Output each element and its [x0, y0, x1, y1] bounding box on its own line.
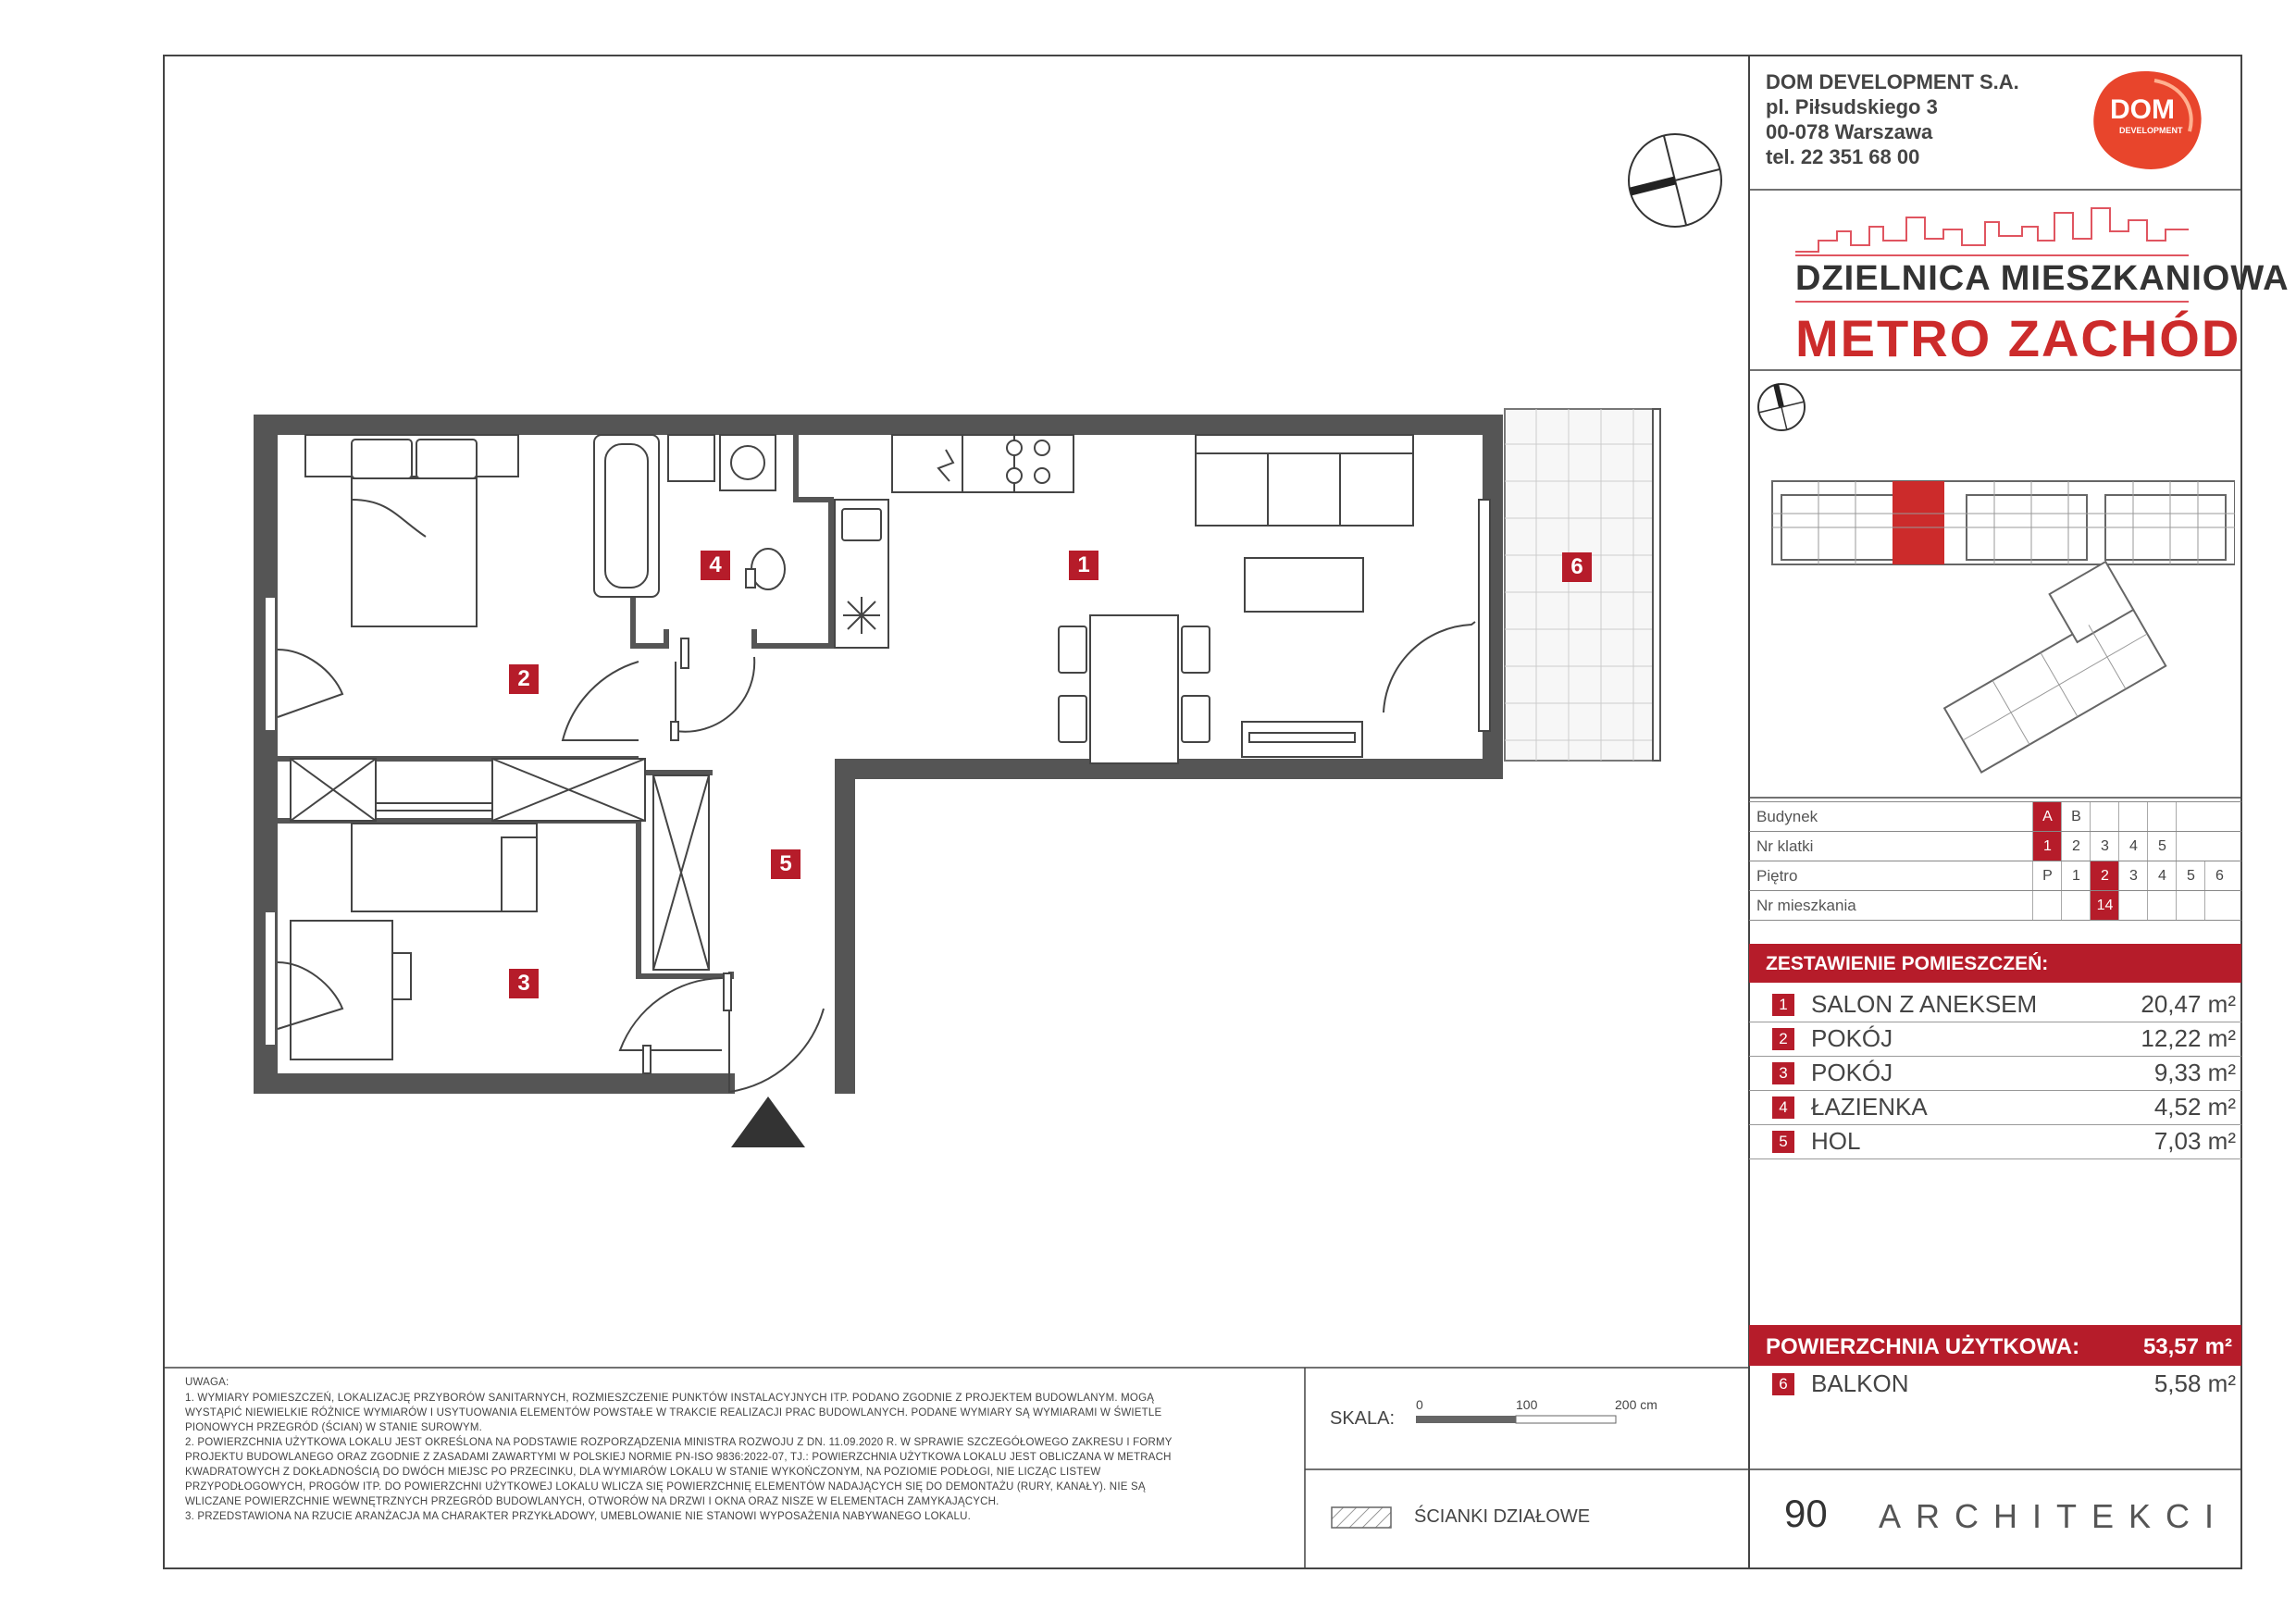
- note-line: 3. PRZEDSTAWIONA NA RZUCIE ARANŻACJA MA CHARAKTER PRZYKŁADOWY, UMEBLOWANIE NIE STANOWI WYPOSAŻENIA NABYWANEGO LOKALU.: [185, 1511, 971, 1522]
- note-line: WYSTĄPIĆ NIEWIELKIE RÓŻNICE WYMIARÓW I USYTUOWANIA ELEMENTÓW POWSTAŁE W TRAKCIE REALIZACJI PRAC BUDOWLANYCH. PODANE WYMIARY SĄ WYMIARAMI W ŚWIETLE: [185, 1407, 1162, 1419]
- room-num: 2: [1772, 1028, 1794, 1050]
- table-cell: 1: [2032, 832, 2062, 861]
- note-line: 2. POWIERZCHNIA UŻYTKOWA LOKALU JEST OKREŚLONA NA PODSTAWIE ROZPORZĄDZENIA MINISTRA ROZWOJU Z DN. 11.09.2020 R. W SPRAWIE SZCZEGÓŁOWEGO ZAKRESU I FORMY: [185, 1437, 1173, 1448]
- room-row-2: [1749, 1022, 2241, 1057]
- table-cell: [2090, 802, 2119, 831]
- row-label: Budynek: [1756, 808, 1818, 825]
- table-cell: [2147, 891, 2177, 920]
- room-area: 9,33 m²: [2153, 1059, 2236, 1086]
- plan-label-6: 6: [1562, 552, 1592, 582]
- table-row-pietro: [1749, 861, 2241, 890]
- plan-label-3: 3: [509, 969, 539, 998]
- table-cell: [2061, 891, 2091, 920]
- scale-bar: [1416, 1414, 1629, 1427]
- notes-title: UWAGA:: [185, 1377, 230, 1388]
- room-name: POKÓJ: [1811, 1059, 1893, 1086]
- balcony: [1505, 409, 1660, 761]
- plan-label-4: 4: [701, 551, 730, 580]
- room-area: 4,52 m²: [2153, 1093, 2236, 1121]
- scale-tick-0: 0: [1416, 1397, 1423, 1412]
- legend-partition-walls: ŚCIANKI DZIAŁOWE: [1414, 1506, 1591, 1527]
- dom-development-logo: [2090, 67, 2205, 173]
- table-row-budynek: [1749, 801, 2241, 831]
- room-area: 5,58 m²: [2153, 1369, 2236, 1397]
- row-label: Nr klatki: [1756, 837, 1814, 855]
- company-phone: tel. 22 351 68 00: [1766, 145, 1920, 168]
- table-cell: 3: [2090, 832, 2119, 861]
- scale-tick-100: 100: [1516, 1397, 1538, 1412]
- room-area: 20,47 m²: [2141, 990, 2236, 1018]
- room-num: 3: [1772, 1062, 1794, 1084]
- company-address-city: 00-078 Warszawa: [1766, 120, 1933, 143]
- room-row-5: [1749, 1125, 2241, 1159]
- architect-name: ARCHITEKCI: [1879, 1497, 2229, 1535]
- table-row-mieszkanie: [1749, 890, 2241, 921]
- table-cell: 14: [2090, 891, 2119, 920]
- room-num: 6: [1772, 1373, 1794, 1395]
- usable-area-bar: [1749, 1325, 2241, 1366]
- company-name: DOM DEVELOPMENT S.A.: [1766, 70, 2019, 93]
- room-name: HOL: [1811, 1127, 1861, 1155]
- room-area: 7,03 m²: [2153, 1127, 2236, 1155]
- project-title-line2: METRO ZACHÓD: [1795, 309, 2241, 367]
- usable-area-value: 53,57 m²: [2142, 1334, 2232, 1359]
- rooms-header-bar: [1749, 944, 2241, 983]
- room-name: SALON Z ANEKSEM: [1811, 990, 2038, 1018]
- table-cell: [2032, 891, 2062, 920]
- room-row-3: [1749, 1057, 2241, 1091]
- title-divider: [1795, 301, 2189, 303]
- table-cell: A: [2032, 802, 2062, 831]
- balcony-row: [1749, 1368, 2241, 1401]
- balcony-door: [1384, 500, 1490, 731]
- skyline-graphic: [1795, 204, 2189, 259]
- table-cell: [2147, 802, 2177, 831]
- note-line: PIONOWYCH PRZEGRÓD (ŚCIAN) W STANIE SUROWYM.: [185, 1422, 483, 1433]
- north-arrow-icon: [1624, 130, 1726, 231]
- table-cell: 5: [2176, 861, 2205, 890]
- note-line: PRZYPODŁOGOWYCH, PROGÓW ITP. DO POWIERZCHNI UŻYTKOWEJ LOKALU WLICZA SIĘ POWIERZCHNIĘ ELEMENTÓW NADAJĄCYCH SIĘ DO DEMONTAŻU (RURY, KANAŁY). NIE SĄ: [185, 1481, 1146, 1493]
- room-num: 1: [1772, 994, 1794, 1016]
- company-address-street: pl. Piłsudskiego 3: [1766, 95, 1938, 118]
- table-cell: 6: [2204, 861, 2234, 890]
- apartment-floor-plan: [250, 407, 1675, 1147]
- table-row-klatka: [1749, 831, 2241, 861]
- row-label: Piętro: [1756, 867, 1798, 885]
- room-name: BALKON: [1811, 1369, 1909, 1397]
- table-cell: [2118, 802, 2148, 831]
- note-line: WLICZANE POWIERZCHNIE WEWNĘTRZNYCH PRZEGRÓD BUDOWLANYCH, OTWORÓW NA DRZWI I OKNA ORAZ NISZE W ELEMENTACH ZAMYKAJĄCYCH.: [185, 1496, 999, 1507]
- north-arrow-small-icon: [1754, 379, 1809, 435]
- partition-hatch-icon: [1331, 1506, 1392, 1529]
- room-area: 12,22 m²: [2141, 1024, 2236, 1052]
- note-line: PROJEKTU BUDOWLANEGO ORAZ ZGODNIE Z ZASADAMI ZAWARTYMI W POLSKIEJ NORMIE PN-ISO 9836:2022-07, TJ.: POWIERZCHNIA UŻYTKOWA LOKALU JEST OBLICZANA W METRACH: [185, 1452, 1172, 1463]
- room-row-1: [1749, 988, 2241, 1022]
- table-cell: 4: [2118, 832, 2148, 861]
- entrance-arrow-icon: [731, 1096, 805, 1147]
- apartment-highlight: [1893, 481, 1944, 564]
- building-key-plan: [1763, 472, 2235, 787]
- architect-number: 90: [1784, 1492, 1828, 1535]
- table-cell: 5: [2147, 832, 2177, 861]
- room-name: POKÓJ: [1811, 1024, 1893, 1052]
- table-cell: [2176, 802, 2205, 831]
- plan-label-1: 1: [1069, 551, 1098, 580]
- logo-text-dom: DOM: [2110, 94, 2175, 125]
- table-cell: B: [2061, 802, 2091, 831]
- note-line: 1. WYMIARY POMIESZCZEŃ, LOKALIZACJĘ PRZYBORÓW SANITARNYCH, ROZMIESZCZENIE PUNKTÓW INSTALACYJNYCH ITP. PODANO ZGODNIE Z PROJEKTEM BUDOWLANYM. MOGĄ: [185, 1393, 1155, 1404]
- plan-label-2: 2: [509, 664, 539, 694]
- room-name: ŁAZIENKA: [1811, 1093, 1928, 1121]
- table-cell: 4: [2147, 861, 2177, 890]
- rooms-header: ZESTAWIENIE POMIESZCZEŃ:: [1766, 953, 2049, 974]
- scale-tick-200: 200 cm: [1615, 1397, 1657, 1412]
- note-line: KWADRATOWYCH Z DOKŁADNOŚCIĄ DO DWÓCH MIEJSC PO PRZECINKU, DLA WYMIARÓW LOKALU W STANIE WYKOŃCZONYM, NA POZIOMIE PODŁOGI, NIE LICZĄC LISTEW: [185, 1467, 1101, 1478]
- room-row-4: [1749, 1091, 2241, 1125]
- scale-label: SKALA:: [1330, 1408, 1396, 1429]
- room-num: 5: [1772, 1131, 1794, 1153]
- plan-label-5: 5: [771, 849, 800, 879]
- table-cell: 2: [2090, 861, 2119, 890]
- room-num: 4: [1772, 1096, 1794, 1119]
- table-cell: [2176, 832, 2205, 861]
- logo-text-development: DEVELOPMENT: [2119, 126, 2183, 135]
- usable-area-label: POWIERZCHNIA UŻYTKOWA:: [1766, 1334, 2080, 1359]
- table-cell: 3: [2118, 861, 2148, 890]
- table-cell: 2: [2061, 832, 2091, 861]
- table-cell: [2176, 891, 2205, 920]
- table-cell: [2118, 891, 2148, 920]
- row-label: Nr mieszkania: [1756, 897, 1856, 914]
- table-cell: [2204, 891, 2234, 920]
- project-title-line1: DZIELNICA MIESZKANIOWA: [1795, 259, 2290, 298]
- table-cell: 1: [2061, 861, 2091, 890]
- table-cell: P: [2032, 861, 2062, 890]
